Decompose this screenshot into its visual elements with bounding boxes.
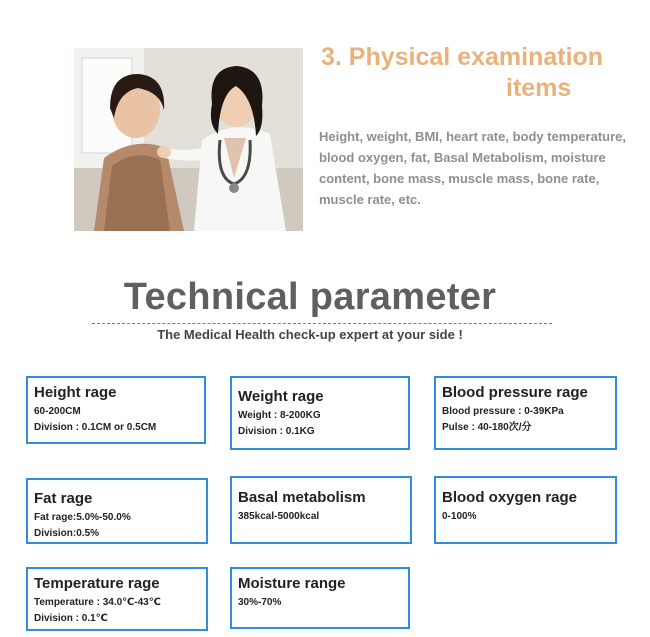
card-blood-pressure-range <box>434 376 617 450</box>
card-fat-range <box>26 478 208 544</box>
section-title-line-2: items <box>506 74 572 102</box>
card-moisture-range <box>230 567 410 629</box>
card-title: Fat rage <box>34 490 93 507</box>
card-line: Division:0.5% <box>34 528 100 539</box>
section-description <box>319 126 650 210</box>
card-line: Pulse : 40-180次/分 <box>442 422 532 433</box>
section-title-line-1: 3. Physical examination <box>321 43 604 71</box>
card-basal-metabolism <box>230 476 412 544</box>
description-line: content, bone mass, muscle mass, bone rate, <box>319 171 600 186</box>
card-line: 30%-70% <box>238 597 282 608</box>
technical-subtitle: The Medical Health check-up expert at your side ! <box>157 327 463 342</box>
card-title: Basal metabolism <box>238 489 366 506</box>
card-title: Blood pressure rage <box>442 384 588 401</box>
card-line: 0-100% <box>442 511 477 522</box>
card-line: Blood pressure : 0-39KPa <box>442 406 564 417</box>
card-line: Division : 0.1℃ <box>34 613 108 624</box>
section-title <box>318 42 618 104</box>
card-line: 60-200CM <box>34 406 81 417</box>
technical-title: Technical parameter <box>123 276 497 318</box>
title-divider <box>92 323 552 324</box>
card-line: 385kcal-5000kcal <box>238 511 320 522</box>
card-title: Height rage <box>34 384 117 401</box>
description-line: blood oxygen, fat, Basal Metabolism, moisture <box>319 150 606 165</box>
card-blood-oxygen-range <box>434 476 617 544</box>
card-line: Weight : 8-200KG <box>238 410 321 421</box>
card-title: Moisture range <box>238 575 346 592</box>
card-weight-range <box>230 376 410 450</box>
card-title: Temperature rage <box>34 575 160 592</box>
doctor-patient-photo <box>74 48 303 231</box>
description-line: Height, weight, BMI, heart rate, body temperature, <box>319 129 626 144</box>
card-line: Fat rage:5.0%-50.0% <box>34 512 131 523</box>
card-title: Weight rage <box>238 388 324 405</box>
description-line: muscle rate, etc. <box>319 192 421 207</box>
card-line: Division : 0.1CM or 0.5CM <box>34 422 157 433</box>
card-temperature-range <box>26 567 208 631</box>
card-height-range <box>26 376 206 444</box>
card-line: Division : 0.1KG <box>238 426 315 437</box>
card-title: Blood oxygen rage <box>442 489 578 506</box>
card-line: Temperature : 34.0℃-43℃ <box>34 597 161 608</box>
